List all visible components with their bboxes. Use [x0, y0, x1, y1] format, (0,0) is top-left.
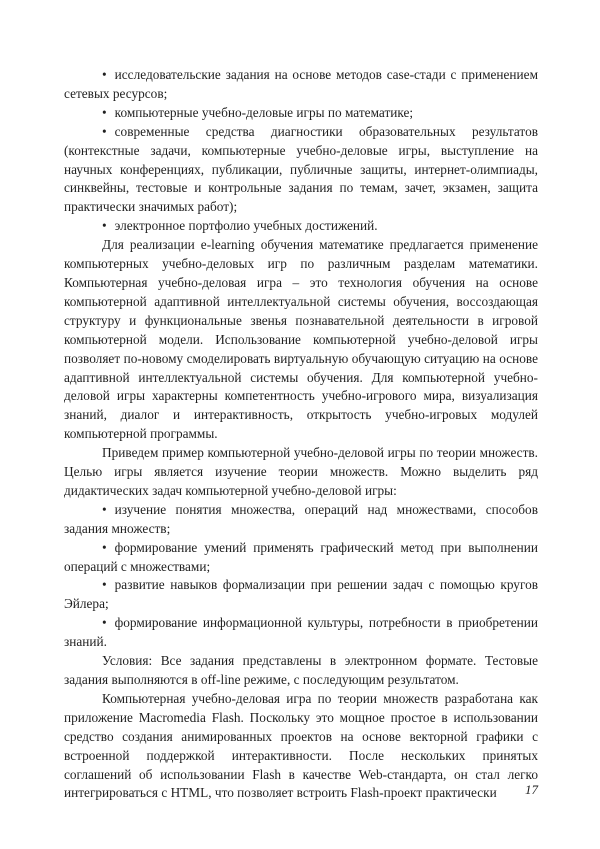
paragraph-example: Приведем пример компьютерной учебно-деловой игры по теории множеств. Целью игры является изучение теории множеств. Можно выделить ряд дидактических задач компьютерной учебно-деловой игры:: [64, 445, 538, 498]
paragraph-elearning: Для реализации e-learning обучения математике предлагается применение компьютерных учебно-деловых игр по различным разделам математики. Компьютерная учебно-деловая игра – это технология обучения на основе компьютерной адаптивной интеллектуальной системы обучения, воссоздающая структуру и функциональные звенья познавательной деятельности в игровой компьютерной модели. Использование компьютерной учебно-деловой игры позволяет по-новому смоделировать виртуальную обучающую ситуацию на основе адаптивной интеллектуальной системы обучения. Для компьютерной учебно-деловой игры характерны компетентность учебно-игрового мира, визуализация знаний, диалог и интерактивность, открытость учебно-игровых модулей компьютерной программы.: [64, 237, 538, 442]
page-number: 17: [525, 782, 538, 797]
bullet-marker: •: [102, 615, 107, 631]
bullet-marker: •: [102, 501, 107, 517]
paragraph-flash: Компьютерная учебно-деловая игра по теории множеств разработана как приложение Macromedia Flash. Поскольку это мощное простое в использовании средство создания анимированных проектов на основе векторной графики с встроенной поддержкой интерактивности. После нескольких принятых соглашений об использовании Flash в качестве Web-стандарта, он стал легко интегрироваться с HTML, что позволяет встроить Flash-проект практически: [64, 690, 538, 801]
bullet-marker: •: [102, 123, 107, 139]
bullet-marker: •: [102, 539, 107, 555]
bullet-text: исследовательские задания на основе методов case-стади с применением сетевых ресурсов;: [64, 67, 538, 101]
bullet-text: электронное портфолио учебных достижений.: [114, 218, 378, 234]
bullet-text: формирование умений применять графический метод при выполнении операций с множествами;: [64, 539, 538, 574]
body-text: [64, 66, 538, 803]
bullet-marker: •: [102, 104, 107, 120]
bullet-computer-games: [64, 104, 538, 123]
bullet-marker: •: [102, 577, 107, 593]
bullet-text: компьютерные учебно-деловые игры по математике;: [114, 104, 414, 120]
bullet-text: современные средства диагностики образовательных результатов (контекстные задачи, компьютерные учебно-деловые игры, выступление на научных конференциях, публикации, публичные защиты, интернет-олимпиады, синквейны, тестовые и контрольные задания по темам, зачет, экзамен, защита практически значимых работ);: [64, 123, 538, 215]
bullet-text: формирование информационной культуры, потребности в приобретении знаний.: [64, 615, 538, 650]
bullet-text: развитие навыков формализации при решении задач с помощью кругов Эйлера;: [64, 577, 538, 612]
bullet-info-culture: [64, 614, 538, 652]
bullet-portfolio: [64, 217, 538, 236]
bullet-graphic-method: [64, 539, 538, 577]
bullet-diagnostics: [64, 123, 538, 218]
bullet-euler-circles: [64, 576, 538, 614]
bullet-marker: •: [102, 67, 107, 82]
bullet-text: изучение понятия множества, операций над множествами, способов задания множеств;: [64, 501, 538, 536]
bullet-set-concepts: [64, 501, 538, 539]
bullet-marker: •: [102, 218, 107, 234]
bullet-case-study: [64, 66, 538, 104]
paragraph-conditions: Условия: Все задания представлены в электронном формате. Тестовые задания выполняются в off-line режиме, с последующим результатом.: [64, 653, 538, 687]
